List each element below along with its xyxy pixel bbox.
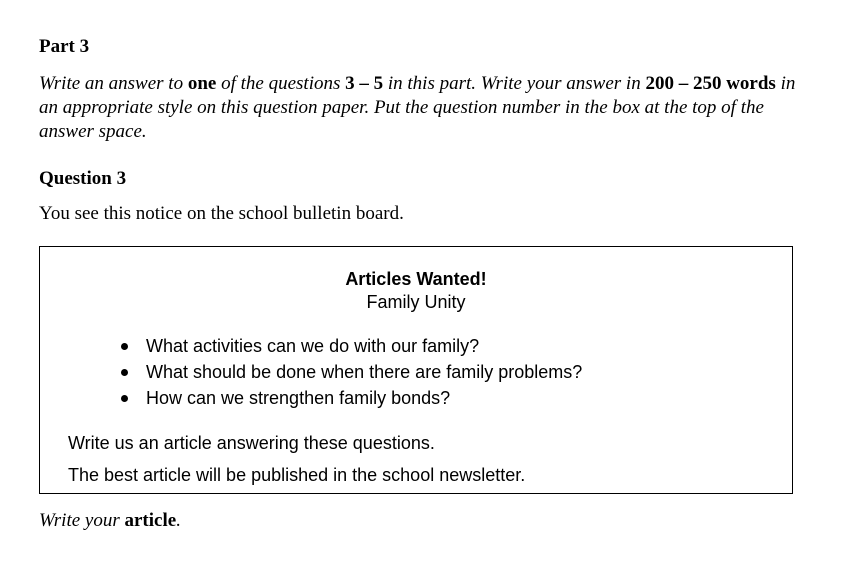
notice-call-to-action: Write us an article answering these questions.	[68, 433, 435, 453]
part-title: Part 3	[39, 36, 90, 57]
list-item-text: What should be done when there are family problems?	[146, 362, 583, 382]
list-item-text: What activities can we do with our family?	[146, 336, 480, 356]
bullet-icon	[121, 369, 128, 376]
task-bold-article: article	[124, 510, 177, 531]
list-item-text: How can we strengthen family bonds?	[146, 388, 451, 408]
instructions-text-2: of the questions	[216, 73, 346, 94]
notice-box	[39, 246, 793, 494]
instructions-text-3: in this part. Write your answer in	[383, 73, 646, 94]
task-suffix: .	[176, 510, 181, 531]
bullet-icon	[121, 343, 128, 350]
instructions-text-1: Write an answer to	[39, 73, 188, 94]
bullet-icon	[121, 395, 128, 402]
notice-bullet-list	[120, 333, 582, 411]
question-title: Question 3	[39, 168, 127, 189]
notice-subheading: Family Unity	[366, 292, 466, 312]
question-intro: You see this notice on the school bulletin board.	[39, 203, 404, 224]
task-instruction	[39, 510, 181, 532]
instructions-bold-range: 3 – 5	[345, 73, 384, 94]
notice-publication-note: The best article will be published in the school newsletter.	[68, 465, 526, 485]
task-prefix: Write your	[39, 510, 125, 531]
part-instructions	[39, 72, 799, 144]
notice-heading: Articles Wanted!	[345, 269, 487, 289]
list-item	[120, 333, 582, 359]
instructions-bold-one: one	[187, 73, 217, 94]
instructions-text-4: in an appropriate style on this question paper. Put the question number in the box at the top of the answer space.	[39, 73, 796, 142]
instructions-bold-wordcount: 200 – 250 words	[645, 73, 776, 94]
list-item	[120, 385, 582, 411]
list-item	[120, 359, 582, 385]
